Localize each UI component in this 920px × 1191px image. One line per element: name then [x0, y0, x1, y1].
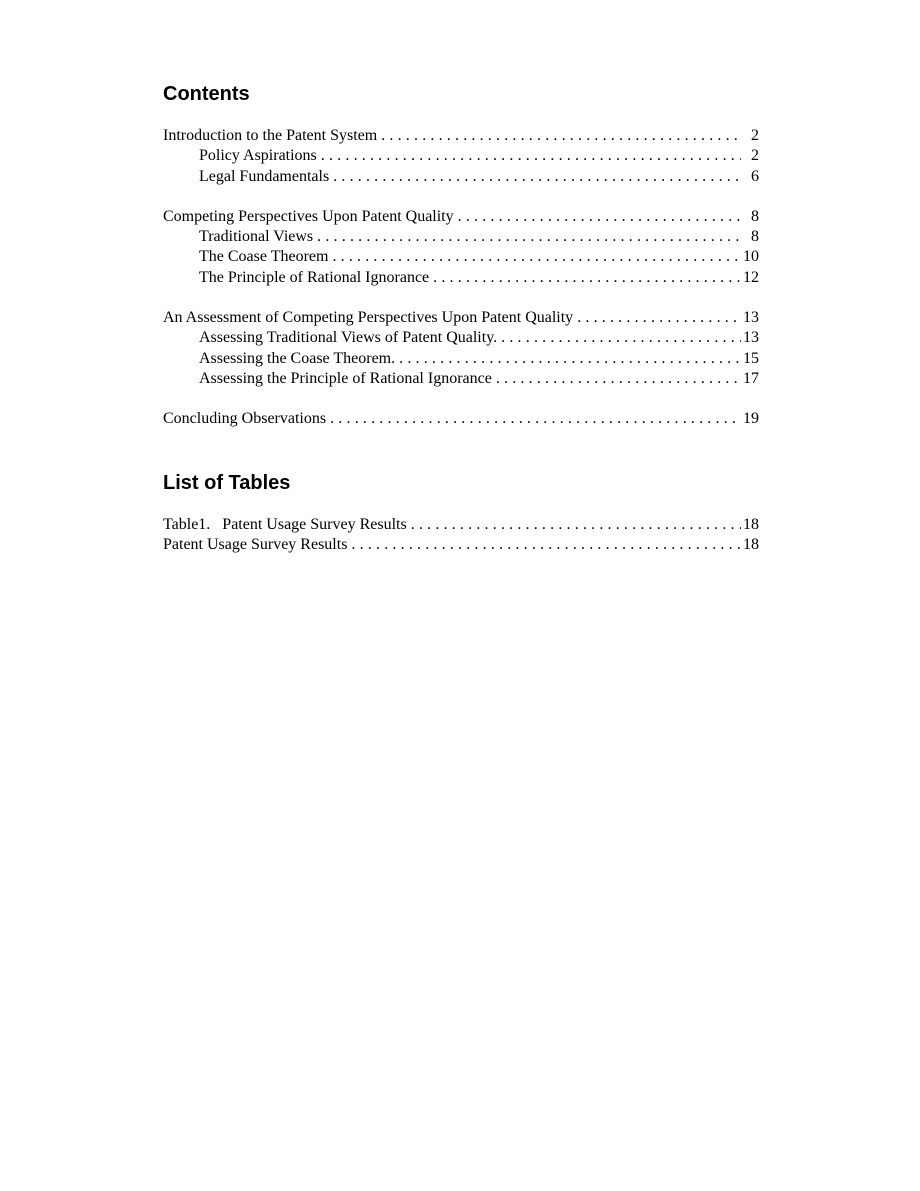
dot-leader	[407, 515, 741, 535]
toc-entry-coase-theorem[interactable]	[163, 247, 759, 267]
dot-leader	[395, 349, 741, 369]
toc-entry-title: Concluding Observations	[163, 410, 327, 428]
toc-entry-competing-perspectives[interactable]	[163, 207, 759, 227]
toc-entry-title: Competing Perspectives Upon Patent Quality	[163, 207, 454, 225]
dot-leader	[377, 126, 741, 146]
dot-leader	[573, 308, 741, 328]
toc-entry-introduction[interactable]	[163, 126, 759, 146]
toc-entry-rational-ignorance[interactable]	[163, 268, 759, 288]
table-entry-2[interactable]	[163, 535, 759, 555]
toc-entry-assessment[interactable]	[163, 308, 759, 328]
toc-entry-page: 10	[743, 248, 759, 266]
toc-entry-concluding-observations[interactable]	[163, 409, 759, 429]
toc-entry-page: 15	[743, 349, 759, 367]
toc-group-introduction	[163, 126, 759, 187]
toc-entry-title: Assessing the Principle of Rational Ignorance	[199, 369, 492, 387]
toc-group-assessment	[163, 308, 759, 389]
toc-group-competing-perspectives	[163, 207, 759, 288]
toc-entry-page: 8	[751, 207, 759, 225]
dot-leader	[429, 268, 741, 288]
toc-entry-assessing-coase-theorem[interactable]	[163, 349, 759, 369]
list-of-tables	[163, 515, 759, 556]
dot-leader	[313, 227, 741, 247]
toc-entry-assessing-rational-ignorance[interactable]	[163, 369, 759, 389]
table-entry-page: 18	[743, 536, 759, 554]
toc-entry-page: 6	[751, 167, 759, 185]
contents-list	[163, 126, 759, 430]
toc-entry-legal-fundamentals[interactable]	[163, 167, 759, 187]
dot-leader	[497, 328, 741, 348]
toc-entry-assessing-traditional-views[interactable]	[163, 328, 759, 348]
table-entry-1[interactable]	[163, 515, 759, 535]
list-of-tables-heading: List of Tables	[163, 472, 291, 494]
toc-entry-page: 2	[751, 147, 759, 165]
toc-entry-page: 19	[743, 410, 759, 428]
toc-entry-page: 12	[743, 268, 759, 286]
toc-entry-page: 13	[743, 329, 759, 347]
toc-entry-page: 13	[743, 309, 759, 327]
toc-entry-title: Policy Aspirations	[199, 147, 317, 165]
toc-entry-policy-aspirations[interactable]	[163, 146, 759, 166]
toc-entry-title: Introduction to the Patent System	[163, 127, 378, 144]
dot-leader	[454, 207, 741, 227]
toc-entry-title: Traditional Views	[199, 228, 314, 246]
toc-entry-page: 2	[751, 127, 759, 144]
dot-leader	[317, 146, 741, 166]
toc-group-concluding	[163, 409, 759, 429]
contents-heading: Contents	[163, 83, 250, 105]
table-entry-title: Table1. Patent Usage Survey Results	[163, 516, 407, 533]
dot-leader	[326, 409, 741, 429]
toc-entry-title: An Assessment of Competing Perspectives Upon Patent Quality	[163, 309, 574, 327]
toc-entry-page: 17	[743, 369, 759, 387]
toc-entry-title: Assessing Traditional Views of Patent Quality.	[199, 329, 498, 347]
table-entry-title: Patent Usage Survey Results	[163, 536, 348, 554]
toc-entry-title: Assessing the Coase Theorem.	[199, 349, 396, 367]
toc-entry-traditional-views[interactable]	[163, 227, 759, 247]
dot-leader	[347, 535, 741, 555]
dot-leader	[329, 167, 741, 187]
toc-entry-title: The Principle of Rational Ignorance	[199, 268, 430, 286]
dot-leader	[492, 369, 741, 389]
dot-leader	[328, 247, 741, 267]
table-entry-page: 18	[743, 516, 759, 533]
toc-entry-title: Legal Fundamentals	[199, 167, 330, 185]
toc-entry-page: 8	[751, 228, 759, 246]
toc-entry-title: The Coase Theorem	[199, 248, 329, 266]
